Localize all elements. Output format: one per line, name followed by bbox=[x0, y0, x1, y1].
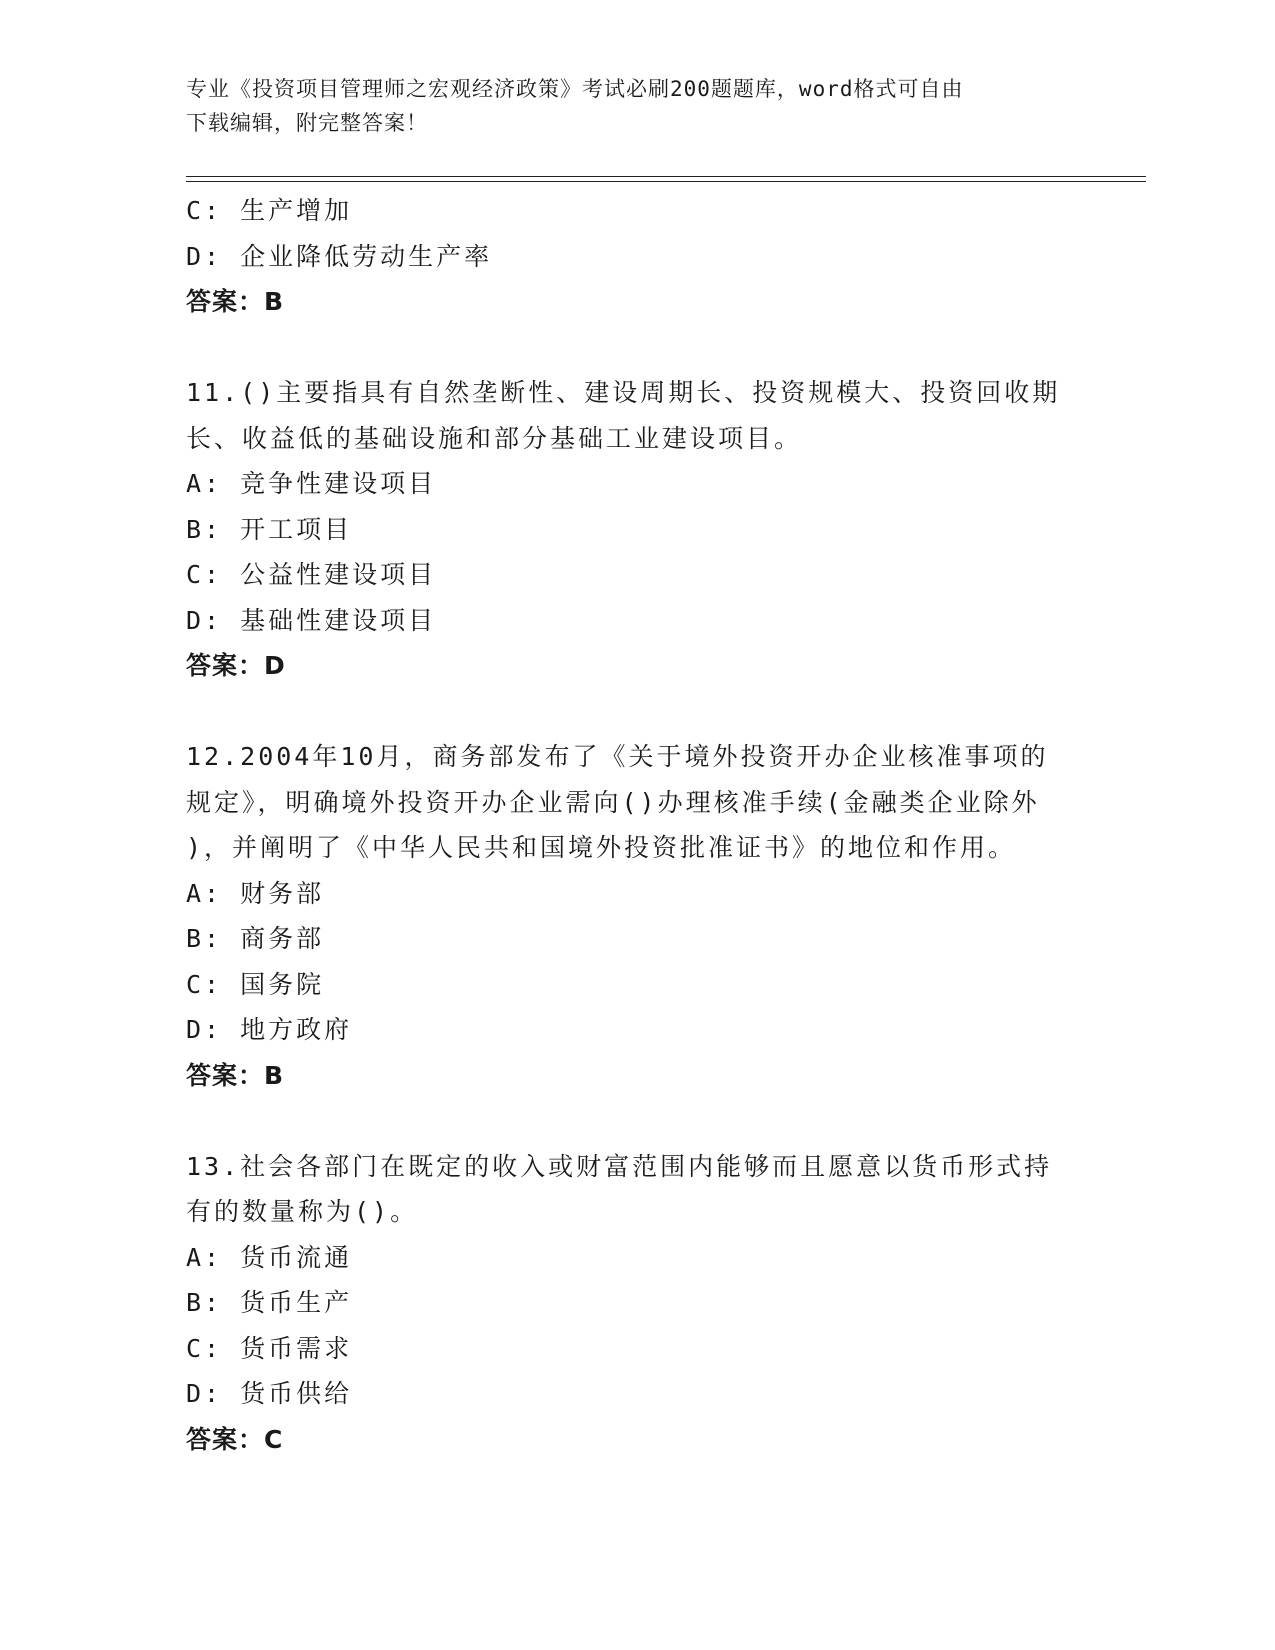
option-d bbox=[186, 598, 1086, 644]
option-text: 货币生产 bbox=[240, 1288, 353, 1317]
option-text: 竞争性建设项目 bbox=[240, 469, 437, 498]
header-line-1: 专业《投资项目管理师之宏观经济政策》考试必刷200题题库，word格式可自由 bbox=[186, 77, 964, 101]
option-text: 生产增加 bbox=[240, 196, 353, 225]
option-label: C: bbox=[186, 560, 223, 589]
option-label: D: bbox=[186, 241, 223, 271]
option-a bbox=[186, 1235, 1086, 1281]
question-content bbox=[186, 188, 1086, 1462]
answer-line: 答案：C bbox=[186, 1424, 284, 1454]
option-text: 商务部 bbox=[240, 924, 325, 953]
option-b bbox=[186, 507, 1086, 553]
question-line bbox=[186, 1144, 1086, 1190]
option-c bbox=[186, 552, 1086, 598]
question-13 bbox=[186, 1144, 1086, 1463]
question-11 bbox=[186, 370, 1086, 689]
option-d bbox=[186, 234, 1086, 280]
option-text: 货币供给 bbox=[240, 1379, 353, 1408]
question-12 bbox=[186, 734, 1086, 1098]
option-b bbox=[186, 916, 1086, 962]
option-label: A: bbox=[186, 878, 223, 908]
spacer bbox=[186, 689, 1086, 735]
option-c bbox=[186, 188, 1086, 234]
header-divider-top bbox=[186, 176, 1146, 177]
option-label: B: bbox=[186, 514, 223, 544]
option-text: 国务院 bbox=[240, 969, 325, 999]
question-line: )，并阐明了《中华人民共和国境外投资批准证书》的地位和作用。 bbox=[186, 833, 1017, 862]
question-number: 13. bbox=[186, 1151, 241, 1181]
question-text: ()主要指具有自然垄断性、建设周期长、投资规模大、投资回收期 bbox=[240, 378, 1061, 407]
option-label: B: bbox=[186, 924, 223, 953]
document-header bbox=[186, 72, 1066, 140]
option-label: A: bbox=[186, 1242, 223, 1272]
question-number: 12. bbox=[186, 742, 241, 771]
question-line: 长、收益低的基础设施和部分基础工业建设项目。 bbox=[186, 423, 803, 453]
option-text: 开工项目 bbox=[240, 514, 353, 544]
option-d bbox=[186, 1007, 1086, 1053]
answer-line: 答案：B bbox=[186, 287, 285, 316]
question-text: 2004年10月，商务部发布了《关于境外投资开办企业核准事项的 bbox=[240, 742, 1049, 771]
option-label: C: bbox=[186, 196, 223, 225]
option-b bbox=[186, 1280, 1086, 1326]
question-line bbox=[186, 734, 1086, 780]
question-number: 11. bbox=[186, 378, 241, 407]
question-text: 社会各部门在既定的收入或财富范围内能够而且愿意以货币形式持 bbox=[240, 1151, 1053, 1181]
option-label: D: bbox=[186, 605, 223, 635]
option-label: D: bbox=[186, 1015, 223, 1044]
option-label: A: bbox=[186, 469, 223, 498]
option-label: C: bbox=[186, 1333, 223, 1363]
spacer bbox=[186, 1098, 1086, 1144]
answer-line: 答案：B bbox=[186, 1060, 285, 1090]
option-text: 财务部 bbox=[240, 878, 325, 908]
option-text: 货币需求 bbox=[240, 1333, 353, 1363]
spacer bbox=[186, 325, 1086, 371]
option-a bbox=[186, 871, 1086, 917]
option-text: 公益性建设项目 bbox=[240, 560, 437, 589]
question-line: 规定》，明确境外投资开办企业需向()办理核准手续(金融类企业除外 bbox=[186, 787, 1040, 817]
question-line bbox=[186, 370, 1086, 416]
option-label: C: bbox=[186, 969, 223, 999]
option-text: 货币流通 bbox=[240, 1242, 353, 1272]
question-line: 有的数量称为()。 bbox=[186, 1197, 419, 1226]
option-a bbox=[186, 461, 1086, 507]
option-text: 企业降低劳动生产率 bbox=[240, 241, 493, 271]
option-text: 地方政府 bbox=[240, 1015, 353, 1044]
option-text: 基础性建设项目 bbox=[240, 605, 437, 635]
option-c bbox=[186, 1326, 1086, 1372]
option-label: D: bbox=[186, 1379, 223, 1408]
option-label: B: bbox=[186, 1288, 223, 1317]
prev-question-block bbox=[186, 188, 1086, 325]
option-d bbox=[186, 1371, 1086, 1417]
answer-line: 答案：D bbox=[186, 651, 286, 680]
header-divider-bottom bbox=[186, 181, 1146, 182]
option-c bbox=[186, 962, 1086, 1008]
header-line-2: 下载编辑，附完整答案！ bbox=[186, 111, 428, 135]
